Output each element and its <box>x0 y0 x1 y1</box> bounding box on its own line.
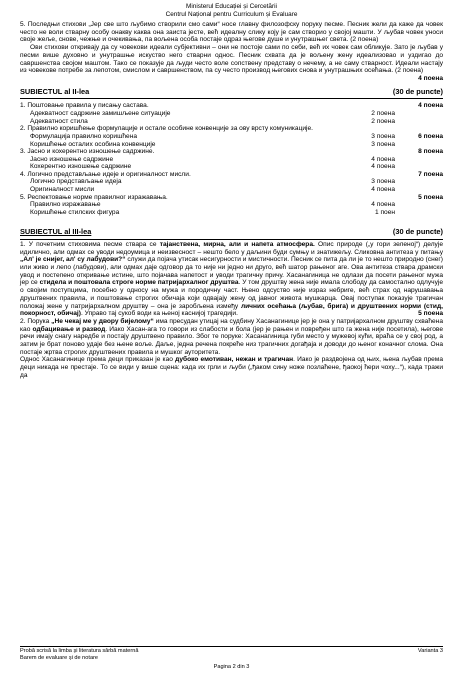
criterion-label: 5. Респектовање норме правилног изражавања. <box>20 193 168 201</box>
page-number: Pagina 2 din 3 <box>213 664 250 670</box>
sub-criterion-row <box>20 156 443 164</box>
s3p3-bold-g: дубоко емотиван, нежан и трагичан <box>175 356 294 364</box>
s3p1-text-g: . У том друштву жена није имала слободу да самостално одлучује о својим поступцима, посебно у односу на мужа и породичну част. Њено одсуство није израз небриге, већ страх од нарушавања друштвених правила, и поштовање строгих обичаја који одвајају жену од јавног живота мушкарца. Овај поступак показује трагичан положај жене у патријархалном друштву – она је заробљена између <box>20 279 443 310</box>
s3p2-text-e: . Иако Хасан-ага то говори из слабости и бола (јер је рањен и повређен што га жена није посетила), његове речи имају снагу наредбе и постају друштвено правило. Због те поруке: Хасанагиница губи место у мужевој кући, враћа се у свој род, а затим је брат поново удаје без њене воље. Даље, једна речена покреће низ трагичних догађаја и доводи до њеног коначног слома. Она постаје жртва строгих друштвених правила и мушког ауторитета. <box>20 325 443 356</box>
sub-criterion-points: 3 поена <box>371 178 395 186</box>
criterion-points: 4 поена <box>418 102 443 110</box>
s3p3-text-h: . Иако је раздвојена од њих, њена љубав према деци никада не престаје. То се види у више сцена: када их грли и љуби („ђаком сину ноже позлаћене, ђаокој ћери чоху...“), када тражи да <box>20 356 444 379</box>
sub-criterion-label: Правилно изражавање <box>30 201 101 209</box>
intro-paragraph-1: 5. Последњи стихови „Јер све што љубимо створили смо сами“ носе главну филозофску поруку песме. Песник жели да каже да човек често не воли стварну особу онакву каква она заиста јесте, већ идеалну слику коју је сам створио у својој машти. У љубав човек уноси своје жеље, снове, чежње и очекивања, па вољена особа постаје одраз његове душе и унутрашњег света. (2 поена) <box>20 21 443 44</box>
s3p2-text-a: 2. Порука <box>20 317 52 325</box>
criterion-label: 4. Логично представљање идеје и оригиналност мисли. <box>20 170 191 178</box>
section-3-paragraph-3 <box>20 356 443 379</box>
sub-criterion-points: 4 поена <box>371 201 395 209</box>
sub-criterion-points: 2 поена <box>371 110 395 118</box>
sub-criterion-row <box>20 141 443 149</box>
sub-criterion-points: 1 поен <box>374 208 395 216</box>
sub-criterion-label: Адекватност садржине замишљене ситуације <box>30 110 171 118</box>
intro-paragraph-2-points: 4 поена <box>418 74 443 82</box>
s3p1-bold-f: стидела и поштовала строге норме патријархалног друштва <box>39 279 239 287</box>
footer-divider <box>20 646 443 647</box>
sub-criterion-label: Адекватност стила <box>30 117 88 125</box>
s3p1-bold-b: тајанствена, мирна, али и напета атмосфера. <box>159 240 315 248</box>
sub-criterion-row <box>20 178 443 186</box>
criterion-row <box>20 171 443 179</box>
sub-criterion-label: Јасно изношење садржине <box>30 155 114 163</box>
sub-criterion-label: Формулација правилно коришћена <box>30 132 138 140</box>
sub-criterion-row <box>20 163 443 171</box>
footer-variant: Varianta 3 <box>417 648 443 654</box>
sub-criterion-label: Коришћење стилских фигура <box>30 208 120 216</box>
criterion-row <box>20 194 443 202</box>
sub-criterion-label: Оригиналност мисли <box>30 186 95 194</box>
criterion-row <box>20 102 443 110</box>
s3p1-bold-h: личних осећања (љубав, брига) и друштвених норми (стид, покорност, обичај) <box>20 302 443 318</box>
section-3-heading <box>20 228 443 237</box>
sub-criterion-points: 4 поена <box>371 186 395 194</box>
s3p1-text-e: служи да појача утисак несигурности и мистичности. Песник се пита да ли је то нешто природно (снег) или живо и лепо (лабудови), али одмах даје одговор да то није ни једно ни друго, већ шатор рањеног аге. Ова антитеза ствара драмски увод и постепено откривање истине, што појачава напетост и уводи трагичну причу. Хасанагиница не одлази да посети рањеног мужа јер се <box>20 256 443 287</box>
sub-criterion-label: Логично представљање идеја <box>30 178 122 186</box>
intro-paragraph-2-text: Ови стихови откривају да су човекови идеали субјективни – они не постоје сами по себи, већ их човек сам обликује. Зато је љубав у песми више духовно и унутрашње искуство него стварни однос. Песник схвата да је вољену жену идеализовао и уздигао до савршенства својом маштом. Тако се показује да људи често воле сопствену представу о нечему, а не саму стварност. Идеали настају из човекове потребе за лепотом, смислом и савршенством, па су често производ његових снова и унутрашњих осећања. (2 поена) <box>20 44 443 75</box>
section-3-divider <box>20 239 443 240</box>
page-footer <box>20 646 443 670</box>
page-content <box>20 21 443 380</box>
criterion-row <box>20 148 443 156</box>
criterion-label: 1. Поштовање правила у писању састава. <box>20 102 149 110</box>
criterion-points: 8 поена <box>418 148 443 156</box>
footer-exam-name: Probă scrisă la limba și literatura sârbă maternă <box>20 648 139 654</box>
s3p1-text-a: 1. У почетним стиховима песме ствара се <box>20 240 160 248</box>
page-header <box>0 3 463 19</box>
footer-line-1 <box>20 648 443 655</box>
sub-criterion-row <box>20 133 443 141</box>
s3p2-bold-d: одбацивање и развод <box>32 325 106 333</box>
criterion-label: 3. Јасно и кохерентно изношење садржине. <box>20 148 155 156</box>
sub-criterion-row <box>20 186 443 194</box>
section-2-divider <box>20 98 443 99</box>
intro-paragraph-2 <box>20 44 443 82</box>
sub-criterion-row <box>20 201 443 209</box>
criterion-label: 2. Правилно коришћење формулације и остале особине конвенције за ову врсту комуникације. <box>20 125 314 133</box>
section-2-heading <box>20 88 443 97</box>
footer-barem: Barem de evaluare și de notare <box>20 655 99 661</box>
sub-criterion-label: Коришћење осталих особина конвенције <box>30 140 156 148</box>
sub-criterion-label: Кохерентно изношење садржине <box>30 163 132 171</box>
criterion-points: 7 поена <box>418 170 443 178</box>
section-2-points: (30 de puncte) <box>392 86 443 96</box>
sub-criterion-row <box>20 110 443 118</box>
section-2-items <box>20 102 443 216</box>
s3p1-points: 5 поена <box>418 310 443 318</box>
ministry-line: Ministerul Educației și Cercetării <box>186 3 277 10</box>
section-3-paragraph-1 <box>20 241 443 318</box>
sub-criterion-points: 3 поена <box>371 132 395 140</box>
sub-criterion-row <box>20 209 443 217</box>
criterion-points: 6 поена <box>418 132 443 140</box>
section-3-title: SUBIECTUL al III-lea <box>20 227 92 237</box>
sub-criterion-points: 3 поена <box>371 140 395 148</box>
sub-criterion-points: 4 поена <box>371 163 395 171</box>
section-3-paragraph-2 <box>20 318 443 357</box>
s3p3-text-f: Однос Хасанагинице према деци приказан је као <box>20 356 176 364</box>
center-line: Centrul Național pentru Curriculum și Evaluare <box>165 11 298 18</box>
section-3-points: (30 de puncte) <box>392 227 443 237</box>
s3p2-text-c: има пресудан утицај на судбину Хасанагинице јер је она у патријархалном друштву схваћена као <box>20 317 443 333</box>
sub-criterion-points: 2 поена <box>371 117 395 125</box>
s3p2-bold-b: „Не чекај ме у двору бијелому“ <box>51 317 154 325</box>
section-2-title: SUBIECTUL al II-lea <box>20 86 90 96</box>
criterion-points: 5 поена <box>418 193 443 201</box>
s3p1-text-i: . Управо тај сукоб води ка њеној каснијој трагедији. <box>80 310 238 318</box>
s3p1-text-c: Опис природе („у гори зеленој“) делује идилично, али одмах се уводи недоумица и неизвесност – нешто бело у даљини буди сумњу и знатижељу. Сликовна антитеза у питању <box>20 240 443 256</box>
s3p1-bold-d: „Ал' је снијег, ал' су лабудови?“ <box>20 256 126 264</box>
sub-criterion-points: 4 поена <box>371 155 395 163</box>
